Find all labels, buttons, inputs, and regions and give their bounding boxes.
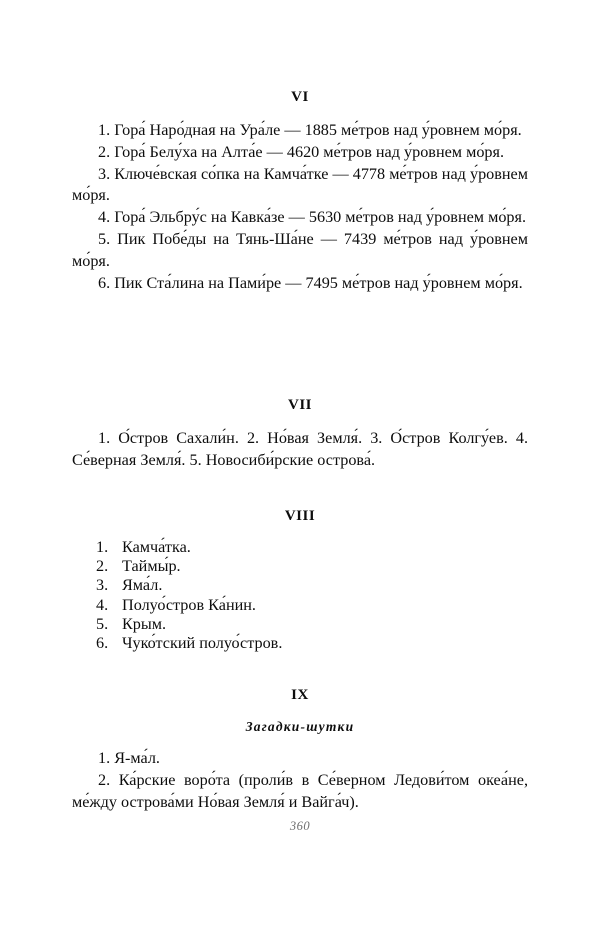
answer-item: 4. Гора́ Эльбру́с на Кавка́зе — 5630 ме́тров над у́ровнем мо́ря. <box>98 208 527 227</box>
list-item <box>72 596 528 615</box>
answer-item: 2. Ка́рские воро́та (проли́в в Се́верном Ледови́том океа́не, ме́жду острова́ми Но́вая Земля́ и Вайга́ч). <box>72 770 528 811</box>
list-item <box>72 634 528 653</box>
list-item-label: Крым. <box>122 614 167 633</box>
list-item-label: Яма́л. <box>122 576 163 595</box>
list-item-number: 6. <box>96 634 109 653</box>
section-viii-body <box>72 538 528 653</box>
answer-item: 3. Ключе́вская со́пка на Камча́тке — 4778 ме́тров над у́ровнем мо́ря. <box>72 164 528 205</box>
answer-paragraph: 1. О́стров Сахали́н. 2. Но́вая Земля́. 3. О́стров Колгу́ев. 4. Се́верная Земля́. 5. Новосиби́рские острова́. <box>72 429 528 469</box>
list-item-number: 5. <box>96 614 109 633</box>
list-item-number: 3. <box>96 576 109 595</box>
section-ix-heading-wrap <box>72 688 528 703</box>
section-vi-body <box>72 120 528 294</box>
answer-item: 1. Гора́ Наро́дная на Ура́ле — 1885 ме́тров над у́ровнем мо́ря. <box>98 121 522 139</box>
list-item-label: Полуо́стров Ка́нин. <box>122 595 256 614</box>
list-item <box>72 557 528 576</box>
list-item <box>72 576 528 595</box>
section-subtitle: Загадки-шутки <box>245 719 355 734</box>
answer-item: 5. Пик Побе́ды на Тянь-Ша́не — 7439 ме́тров над у́ровнем мо́ря. <box>72 229 528 270</box>
list-item <box>72 615 528 634</box>
page-number: 360 <box>289 819 311 833</box>
list-item <box>72 538 528 557</box>
section-vii-body <box>72 428 528 472</box>
section-numeral-vii: VII <box>287 397 312 413</box>
section-vi-heading-wrap <box>72 90 528 105</box>
list-item-number: 2. <box>96 557 109 576</box>
section-numeral-vi: VI <box>291 89 309 105</box>
section-numeral-viii: VIII <box>284 508 316 524</box>
answer-item: 1. Я-ма́л. <box>98 749 160 767</box>
section-vii-heading-wrap <box>72 398 528 413</box>
list-item-label: Чуко́тский полуо́стров. <box>122 634 283 653</box>
answer-item: 6. Пик Ста́лина на Пами́ре — 7495 ме́тров над у́ровнем мо́ря. <box>98 273 523 292</box>
list-item-number: 4. <box>96 595 109 614</box>
section-numeral-ix: IX <box>291 687 309 703</box>
answer-numbered-list <box>72 538 528 653</box>
section-ix-subtitle-wrap <box>72 720 528 734</box>
list-item-label: Камча́тка. <box>122 538 191 556</box>
answer-item: 2. Гора́ Белу́ха на Алта́е — 4620 ме́тров над у́ровнем мо́ря. <box>98 142 505 161</box>
section-viii-heading-wrap <box>72 509 528 524</box>
list-item-number: 1. <box>96 538 109 556</box>
list-item-label: Таймы́р. <box>122 557 181 576</box>
section-ix-body <box>72 748 528 813</box>
